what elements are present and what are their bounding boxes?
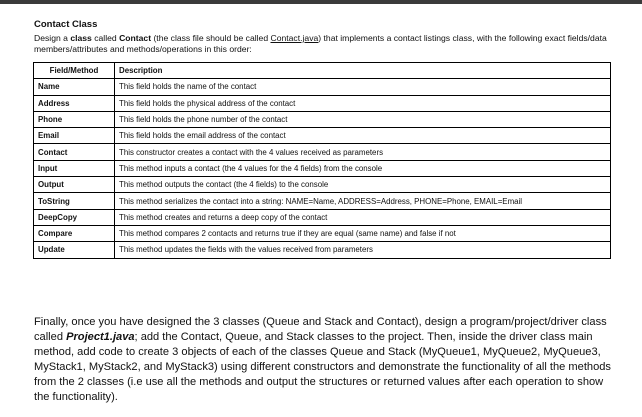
intro-paragraph	[34, 33, 620, 55]
row-field: Phone	[34, 111, 115, 127]
intro-text-4: ) that implements a contact listings class, with the following exact fields/data members/attributes and methods/operations in this order:	[34, 33, 607, 55]
row-field: Input	[34, 160, 115, 176]
top-border	[0, 0, 642, 4]
table-row	[34, 209, 611, 225]
row-field: Email	[34, 128, 115, 144]
table-row	[34, 193, 611, 209]
final-text-1: Finally, once you have designed the 3 classes (Queue and Stack and Contact), design a program/project/driver class called	[34, 316, 607, 343]
row-field: ToString	[34, 193, 115, 209]
intro-bold-contact: Contact	[119, 33, 152, 43]
row-description: This constructor creates a contact with the 4 values received as parameters	[115, 144, 611, 160]
table-row	[34, 95, 611, 111]
row-description: This method inputs a contact (the 4 values for the 4 fields) from the console	[115, 160, 611, 176]
row-description: This field holds the physical address of the contact	[115, 95, 611, 111]
intro-bold-class: class	[70, 33, 92, 43]
table-row	[34, 128, 611, 144]
row-description: This method updates the fields with the values received from parameters	[115, 242, 611, 258]
final-bold-project: Project1.java	[66, 330, 135, 343]
intro-text-3: (the class file should be called	[151, 33, 271, 43]
table-row	[34, 242, 611, 258]
row-description: This field holds the email address of the contact	[115, 128, 611, 144]
row-description: This field holds the phone number of the contact	[115, 111, 611, 127]
row-field: Contact	[34, 144, 115, 160]
row-field: Compare	[34, 225, 115, 241]
table-row	[34, 160, 611, 176]
row-field: Output	[34, 177, 115, 193]
fields-methods-table	[33, 62, 611, 259]
row-field: Address	[34, 95, 115, 111]
row-description: This method outputs the contact (the 4 fields) to the console	[115, 177, 611, 193]
table-row	[34, 79, 611, 95]
final-paragraph	[34, 315, 614, 404]
header-description: Description	[115, 63, 611, 79]
row-description: This method creates and returns a deep copy of the contact	[115, 209, 611, 225]
row-field: Update	[34, 242, 115, 258]
table-row	[34, 144, 611, 160]
final-text-2: ; add the Contact, Queue, and Stack classes to the project. Then, inside the driver class main method, add code to create 3 objects of each of the classes Queue and Stack (MyQueue1, MyQueue2, MyQueue3, MyStack1, MyStack2, and MyStack3) using different constructors and demonstrate the functionality of all the methods from the 2 classes (i.e use all the methods and output the structures or returned values after each operation to show the functionality).	[34, 330, 611, 403]
row-description: This field holds the name of the contact	[115, 79, 611, 95]
table-row	[34, 177, 611, 193]
intro-text-1: Design a	[34, 33, 71, 43]
table-header-row	[34, 63, 611, 79]
table-row	[34, 111, 611, 127]
row-description: This method compares 2 contacts and returns true if they are equal (same name) and false if not	[115, 225, 611, 241]
section-heading: Contact Class	[34, 19, 98, 30]
table-row	[34, 225, 611, 241]
intro-filename: Contact.java	[270, 33, 319, 43]
intro-text-2: called	[91, 33, 120, 43]
header-field-method: Field/Method	[34, 63, 115, 79]
row-field: DeepCopy	[34, 209, 115, 225]
row-field: Name	[34, 79, 115, 95]
row-description: This method serializes the contact into a string: NAME=Name, ADDRESS=Address, PHONE=Phone, EMAIL=Email	[115, 193, 611, 209]
